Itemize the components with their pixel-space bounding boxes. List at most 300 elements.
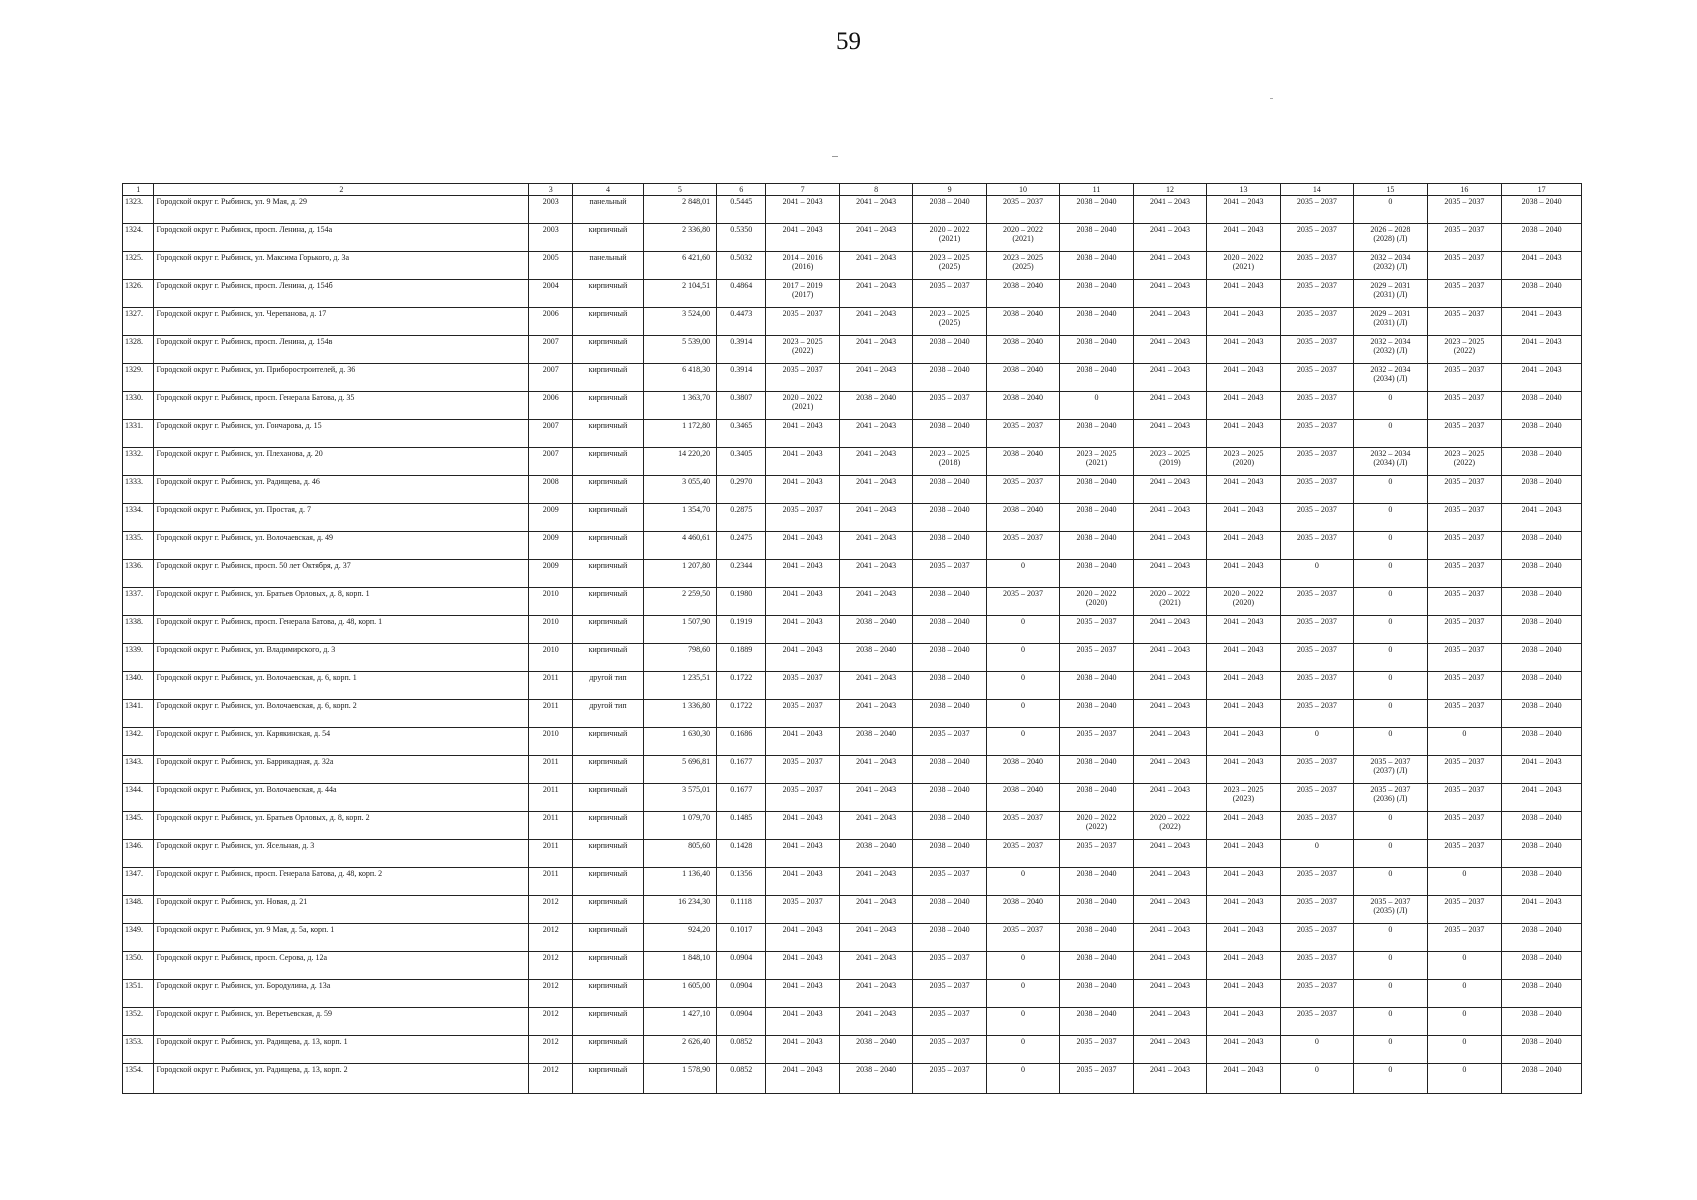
table-cell: 1326. xyxy=(123,280,154,308)
table-cell: 2035 – 2037 xyxy=(766,364,839,392)
table-cell: 2038 – 2040 xyxy=(1502,1064,1582,1094)
table-cell: 2041 – 2043 xyxy=(1133,336,1206,364)
table-cell: кирпичный xyxy=(573,280,643,308)
table-cell: 16 234,30 xyxy=(643,896,716,924)
table-cell: 2041 – 2043 xyxy=(839,196,912,224)
table-cell: 2041 – 2043 xyxy=(1207,896,1280,924)
table-cell: 2038 – 2040 xyxy=(1060,224,1133,252)
table-cell: кирпичный xyxy=(573,756,643,784)
table-cell: 2007 xyxy=(529,336,573,364)
table-cell: 2017 – 2019 (2017) xyxy=(766,280,839,308)
table-cell: 2041 – 2043 xyxy=(1207,420,1280,448)
table-cell: 2038 – 2040 xyxy=(1502,560,1582,588)
table-cell: 0 xyxy=(1354,1064,1427,1094)
table-cell: 2035 – 2037 xyxy=(913,980,986,1008)
table-cell: 2023 – 2025 (2018) xyxy=(913,448,986,476)
table-row xyxy=(123,644,1582,672)
table-cell: 2041 – 2043 xyxy=(1207,700,1280,728)
table-cell: 2041 – 2043 xyxy=(766,448,839,476)
table-cell: 2038 – 2040 xyxy=(913,672,986,700)
table-row xyxy=(123,504,1582,532)
table-row xyxy=(123,252,1582,280)
table-cell: кирпичный xyxy=(573,448,643,476)
table-cell: 2035 – 2037 xyxy=(913,952,986,980)
column-header: 10 xyxy=(986,184,1059,196)
table-cell: 2041 – 2043 xyxy=(1502,336,1582,364)
table-cell: 0.3465 xyxy=(717,420,766,448)
table-cell: кирпичный xyxy=(573,560,643,588)
table-row xyxy=(123,616,1582,644)
table-cell: 2038 – 2040 xyxy=(1502,420,1582,448)
table-cell: 2038 – 2040 xyxy=(1502,952,1582,980)
table-cell: 2020 – 2022 (2021) xyxy=(1207,252,1280,280)
column-header: 12 xyxy=(1133,184,1206,196)
table-cell: 2 848,01 xyxy=(643,196,716,224)
table-cell: кирпичный xyxy=(573,1064,643,1094)
table-cell: 2023 – 2025 (2025) xyxy=(913,308,986,336)
table-cell: 2035 – 2037 xyxy=(766,784,839,812)
table-cell: 0.1428 xyxy=(717,840,766,868)
table-cell: 2038 – 2040 xyxy=(1060,504,1133,532)
table-row xyxy=(123,784,1582,812)
table-row xyxy=(123,308,1582,336)
table-cell: 2035 – 2037 xyxy=(1427,308,1502,336)
table-cell: 2035 – 2037 xyxy=(986,812,1059,840)
table-cell: 2041 – 2043 xyxy=(839,980,912,1008)
table-cell: 2023 – 2025 (2022) xyxy=(1427,448,1502,476)
table-cell: 1339. xyxy=(123,644,154,672)
table-cell: 2041 – 2043 xyxy=(839,588,912,616)
table-cell: 1341. xyxy=(123,700,154,728)
table-cell: 2023 – 2025 (2022) xyxy=(1427,336,1502,364)
table-cell: 2038 – 2040 xyxy=(1060,364,1133,392)
table-cell: 2035 – 2037 xyxy=(986,924,1059,952)
table-cell: 2035 – 2037 xyxy=(1427,392,1502,420)
table-cell: 2038 – 2040 xyxy=(1060,868,1133,896)
table-cell: кирпичный xyxy=(573,336,643,364)
table-cell: 2041 – 2043 xyxy=(1502,364,1582,392)
table-cell: Городской округ г. Рыбинск, ул. Радищева, д. 13, корп. 1 xyxy=(154,1036,529,1064)
table-cell: 2035 – 2037 xyxy=(986,840,1059,868)
table-cell: Городской округ г. Рыбинск, ул. Гончарова, д. 15 xyxy=(154,420,529,448)
table-cell: Городской округ г. Рыбинск, ул. Волочаевская, д. 6, корп. 2 xyxy=(154,700,529,728)
table-cell: 2038 – 2040 xyxy=(1060,672,1133,700)
table-cell: 0.2475 xyxy=(717,532,766,560)
table-cell: 1330. xyxy=(123,392,154,420)
table-cell: Городской округ г. Рыбинск, просп. Генерала Батова, д. 48, корп. 2 xyxy=(154,868,529,896)
table-cell: 0 xyxy=(1427,952,1502,980)
table-cell: 0 xyxy=(1354,392,1427,420)
table-cell: кирпичный xyxy=(573,476,643,504)
table-cell: 2041 – 2043 xyxy=(839,560,912,588)
table-cell: 2041 – 2043 xyxy=(766,420,839,448)
table-cell: 2035 – 2037 (2036) (Л) xyxy=(1354,784,1427,812)
table-cell: 2041 – 2043 xyxy=(1133,1036,1206,1064)
table-cell: 0.1356 xyxy=(717,868,766,896)
table-row xyxy=(123,476,1582,504)
table-cell: 2035 – 2037 xyxy=(1427,700,1502,728)
table-cell: 2041 – 2043 xyxy=(839,476,912,504)
table-cell: Городской округ г. Рыбинск, ул. Радищева, д. 13, корп. 2 xyxy=(154,1064,529,1094)
table-cell: 2038 – 2040 xyxy=(1060,784,1133,812)
table-cell: 2011 xyxy=(529,840,573,868)
table-cell: 2038 – 2040 xyxy=(913,616,986,644)
table-cell: 1 172,80 xyxy=(643,420,716,448)
table-row xyxy=(123,980,1582,1008)
table-cell: 2038 – 2040 xyxy=(839,840,912,868)
table-cell: 2009 xyxy=(529,532,573,560)
table-cell: 2038 – 2040 xyxy=(1502,700,1582,728)
table-cell: 2041 – 2043 xyxy=(839,672,912,700)
table-cell: Городской округ г. Рыбинск, просп. Генерала Батова, д. 48, корп. 1 xyxy=(154,616,529,644)
table-row xyxy=(123,952,1582,980)
table-cell: 2010 xyxy=(529,588,573,616)
table-cell: 2038 – 2040 xyxy=(986,896,1059,924)
table-cell: 2038 – 2040 xyxy=(1060,196,1133,224)
table-cell: 2035 – 2037 xyxy=(913,280,986,308)
table-cell: Городской округ г. Рыбинск, просп. Ленина, д. 154а xyxy=(154,224,529,252)
table-cell: 2041 – 2043 xyxy=(1133,924,1206,952)
table-cell: 2035 – 2037 xyxy=(766,504,839,532)
table-cell: 2035 – 2037 xyxy=(913,392,986,420)
table-cell: 2038 – 2040 xyxy=(913,700,986,728)
table-cell: 2007 xyxy=(529,364,573,392)
table-cell: 2038 – 2040 xyxy=(1502,196,1582,224)
table-cell: 2041 – 2043 xyxy=(766,616,839,644)
table-cell: 1324. xyxy=(123,224,154,252)
table-cell: 1327. xyxy=(123,308,154,336)
table-cell: 2020 – 2022 (2021) xyxy=(913,224,986,252)
table-cell: 2038 – 2040 xyxy=(1060,308,1133,336)
table-cell: 2041 – 2043 xyxy=(1207,280,1280,308)
table-cell: 4 460,61 xyxy=(643,532,716,560)
housing-repair-schedule-table xyxy=(122,183,1582,1094)
table-cell: 2035 – 2037 xyxy=(1280,756,1353,784)
table-cell: 0.0852 xyxy=(717,1036,766,1064)
table-cell: кирпичный xyxy=(573,896,643,924)
table-cell: 0.0904 xyxy=(717,980,766,1008)
table-cell: 2041 – 2043 xyxy=(839,308,912,336)
table-cell: 2041 – 2043 xyxy=(1133,224,1206,252)
table-cell: кирпичный xyxy=(573,728,643,756)
table-cell: 6 418,30 xyxy=(643,364,716,392)
table-cell: 2023 – 2025 (2022) xyxy=(766,336,839,364)
table-cell: 2038 – 2040 xyxy=(913,644,986,672)
table-cell: 2038 – 2040 xyxy=(1060,700,1133,728)
table-cell: 2041 – 2043 xyxy=(839,504,912,532)
table-cell: Городской округ г. Рыбинск, ул. Братьев Орловых, д. 8, корп. 2 xyxy=(154,812,529,840)
table-cell: 2038 – 2040 xyxy=(839,728,912,756)
table-cell: 0 xyxy=(1354,420,1427,448)
table-cell: 2041 – 2043 xyxy=(1133,784,1206,812)
table-cell: 2041 – 2043 xyxy=(1133,280,1206,308)
table-cell: 2041 – 2043 xyxy=(1133,476,1206,504)
table-cell: 2038 – 2040 xyxy=(1502,588,1582,616)
table-cell: 2035 – 2037 xyxy=(1427,196,1502,224)
table-cell: 2041 – 2043 xyxy=(1133,616,1206,644)
table-cell: 2035 – 2037 xyxy=(1280,504,1353,532)
table-cell: кирпичный xyxy=(573,952,643,980)
table-cell: 2038 – 2040 xyxy=(1502,616,1582,644)
table-cell: Городской округ г. Рыбинск, ул. Новая, д. 21 xyxy=(154,896,529,924)
table-cell: 2035 – 2037 xyxy=(1427,896,1502,924)
table-cell: 2041 – 2043 xyxy=(1207,644,1280,672)
table-cell: другой тип xyxy=(573,672,643,700)
table-cell: 2035 – 2037 xyxy=(766,700,839,728)
table-cell: 2041 – 2043 xyxy=(1133,840,1206,868)
table-cell: 1 363,70 xyxy=(643,392,716,420)
table-cell: 2038 – 2040 xyxy=(913,756,986,784)
table-cell: 2038 – 2040 xyxy=(1502,868,1582,896)
table-cell: 0.2344 xyxy=(717,560,766,588)
table-cell: 2041 – 2043 xyxy=(1133,672,1206,700)
table-cell: 2035 – 2037 (2035) (Л) xyxy=(1354,896,1427,924)
scan-mark xyxy=(832,156,838,157)
table-cell: 0.0852 xyxy=(717,1064,766,1094)
table-cell: 2041 – 2043 xyxy=(839,532,912,560)
table-cell: 2009 xyxy=(529,560,573,588)
table-cell: 2041 – 2043 xyxy=(839,924,912,952)
table-cell: 2041 – 2043 xyxy=(766,840,839,868)
table-cell: 2038 – 2040 xyxy=(1060,1008,1133,1036)
table-cell: 2041 – 2043 xyxy=(839,700,912,728)
table-cell: 2041 – 2043 xyxy=(839,364,912,392)
table-cell: 2010 xyxy=(529,644,573,672)
table-cell: 2012 xyxy=(529,952,573,980)
table-cell: 2011 xyxy=(529,672,573,700)
table-cell: 1328. xyxy=(123,336,154,364)
table-cell: 0.0904 xyxy=(717,952,766,980)
table-cell: 2009 xyxy=(529,504,573,532)
table-cell: 2041 – 2043 xyxy=(1207,392,1280,420)
table-cell: 2041 – 2043 xyxy=(1502,504,1582,532)
table-cell: 2038 – 2040 xyxy=(913,364,986,392)
table-cell: 2035 – 2037 xyxy=(1060,728,1133,756)
table-cell: 2041 – 2043 xyxy=(766,1036,839,1064)
column-header: 2 xyxy=(154,184,529,196)
table-cell: 2041 – 2043 xyxy=(1207,336,1280,364)
table-cell: 1344. xyxy=(123,784,154,812)
table-cell: 2035 – 2037 xyxy=(1280,812,1353,840)
table-cell: 0.1980 xyxy=(717,588,766,616)
table-cell: 2 259,50 xyxy=(643,588,716,616)
table-cell: 2035 – 2037 xyxy=(1427,476,1502,504)
table-cell: 2041 – 2043 xyxy=(766,224,839,252)
table-cell: 0 xyxy=(1427,728,1502,756)
table-cell: 0 xyxy=(1354,532,1427,560)
table-cell: 0 xyxy=(986,616,1059,644)
table-cell: 2041 – 2043 xyxy=(1133,252,1206,280)
table-cell: 0.5032 xyxy=(717,252,766,280)
table-cell: 2038 – 2040 xyxy=(1502,392,1582,420)
table-cell: 0.1677 xyxy=(717,784,766,812)
table-cell: 2035 – 2037 xyxy=(913,868,986,896)
table-cell: 2041 – 2043 xyxy=(766,1008,839,1036)
table-cell: 2029 – 2031 (2031) (Л) xyxy=(1354,280,1427,308)
table-cell: 2038 – 2040 xyxy=(1060,924,1133,952)
table-cell: 0.1919 xyxy=(717,616,766,644)
table-cell: Городской округ г. Рыбинск, просп. 50 лет Октября, д. 37 xyxy=(154,560,529,588)
table-cell: 1350. xyxy=(123,952,154,980)
table-cell: 0.1118 xyxy=(717,896,766,924)
table-cell: 2041 – 2043 xyxy=(1207,840,1280,868)
table-cell: 2 104,51 xyxy=(643,280,716,308)
table-cell: 2041 – 2043 xyxy=(766,812,839,840)
table-cell: 2038 – 2040 xyxy=(1502,280,1582,308)
table-cell: Городской округ г. Рыбинск, ул. 9 Мая, д. 5а, корп. 1 xyxy=(154,924,529,952)
table-cell: 0.1686 xyxy=(717,728,766,756)
table-cell: 2035 – 2037 xyxy=(1427,420,1502,448)
table-cell: 1346. xyxy=(123,840,154,868)
table-cell: 0 xyxy=(1280,1036,1353,1064)
table-cell: 0 xyxy=(1280,840,1353,868)
table-cell: 0 xyxy=(1354,1036,1427,1064)
table-cell: 0 xyxy=(1354,476,1427,504)
table-cell: 2041 – 2043 xyxy=(1133,1064,1206,1094)
table-cell: 2041 – 2043 xyxy=(1207,1036,1280,1064)
column-header: 5 xyxy=(643,184,716,196)
table-cell: 2032 – 2034 (2032) (Л) xyxy=(1354,336,1427,364)
table-cell: 2007 xyxy=(529,448,573,476)
table-cell: 2041 – 2043 xyxy=(1502,252,1582,280)
table-cell: кирпичный xyxy=(573,224,643,252)
table-cell: 1325. xyxy=(123,252,154,280)
table-cell: 2038 – 2040 xyxy=(986,448,1059,476)
table-cell: 2035 – 2037 xyxy=(1280,896,1353,924)
table-cell: 2035 – 2037 xyxy=(1280,532,1353,560)
table-cell: 2020 – 2022 (2020) xyxy=(1060,588,1133,616)
table-cell: кирпичный xyxy=(573,504,643,532)
table-cell: 2035 – 2037 xyxy=(1427,840,1502,868)
table-cell: 2010 xyxy=(529,616,573,644)
table-row xyxy=(123,336,1582,364)
column-header: 11 xyxy=(1060,184,1133,196)
table-cell: 2038 – 2040 xyxy=(1502,224,1582,252)
table-cell: 2011 xyxy=(529,812,573,840)
table-cell: 2041 – 2043 xyxy=(1133,560,1206,588)
table-cell: 2023 – 2025 (2019) xyxy=(1133,448,1206,476)
table-row xyxy=(123,812,1582,840)
table-cell: 2041 – 2043 xyxy=(839,1008,912,1036)
table-cell: 2035 – 2037 xyxy=(1280,868,1353,896)
table-cell: кирпичный xyxy=(573,308,643,336)
table-cell: 2038 – 2040 xyxy=(913,812,986,840)
table-cell: 2008 xyxy=(529,476,573,504)
table-cell: 0.3914 xyxy=(717,364,766,392)
table-cell: 2038 – 2040 xyxy=(986,504,1059,532)
table-cell: 2038 – 2040 xyxy=(986,336,1059,364)
table-cell: 0 xyxy=(986,560,1059,588)
table-cell: 2038 – 2040 xyxy=(913,784,986,812)
table-cell: 2 336,80 xyxy=(643,224,716,252)
table-cell: 2038 – 2040 xyxy=(913,532,986,560)
table-cell: 2035 – 2037 xyxy=(1427,504,1502,532)
table-cell: 2023 – 2025 (2025) xyxy=(986,252,1059,280)
table-cell: 1 605,00 xyxy=(643,980,716,1008)
table-cell: Городской округ г. Рыбинск, ул. Волочаевская, д. 49 xyxy=(154,532,529,560)
table-cell: 2041 – 2043 xyxy=(1133,392,1206,420)
table-cell: 1329. xyxy=(123,364,154,392)
table-cell: 2035 – 2037 xyxy=(1427,644,1502,672)
table-cell: кирпичный xyxy=(573,980,643,1008)
table-cell: другой тип xyxy=(573,700,643,728)
table-cell: 2038 – 2040 xyxy=(1060,952,1133,980)
table-cell: 2038 – 2040 xyxy=(1502,476,1582,504)
table-cell: 2041 – 2043 xyxy=(1133,504,1206,532)
table-cell: 0.1889 xyxy=(717,644,766,672)
table-cell: 2023 – 2025 (2020) xyxy=(1207,448,1280,476)
table-cell: 2032 – 2034 (2032) (Л) xyxy=(1354,252,1427,280)
table-cell: 0 xyxy=(1354,952,1427,980)
table-cell: 2006 xyxy=(529,392,573,420)
table-cell: 2035 – 2037 xyxy=(1427,924,1502,952)
table-cell: 2038 – 2040 xyxy=(1060,420,1133,448)
table-cell: 0.4864 xyxy=(717,280,766,308)
table-cell: 2038 – 2040 xyxy=(839,616,912,644)
table-cell: 2041 – 2043 xyxy=(766,196,839,224)
table-cell: Городской округ г. Рыбинск, просп. Ленина, д. 154б xyxy=(154,280,529,308)
table-cell: 2041 – 2043 xyxy=(1207,476,1280,504)
table-cell: 2023 – 2025 (2021) xyxy=(1060,448,1133,476)
table-cell: 0 xyxy=(986,868,1059,896)
table-cell: 2038 – 2040 xyxy=(1060,560,1133,588)
table-cell: 2038 – 2040 xyxy=(913,924,986,952)
table-cell: 2004 xyxy=(529,280,573,308)
table-cell: 2012 xyxy=(529,1008,573,1036)
table-cell: 3 575,01 xyxy=(643,784,716,812)
table-cell: панельный xyxy=(573,252,643,280)
column-header: 13 xyxy=(1207,184,1280,196)
table-cell: 2035 – 2037 xyxy=(913,1008,986,1036)
table-cell: 2035 – 2037 xyxy=(986,196,1059,224)
table-row xyxy=(123,756,1582,784)
table-cell: 0 xyxy=(986,1036,1059,1064)
table-cell: панельный xyxy=(573,196,643,224)
table-cell: 2041 – 2043 xyxy=(1133,196,1206,224)
table-cell: 2035 – 2037 xyxy=(1427,784,1502,812)
table-cell: 2035 – 2037 xyxy=(1427,364,1502,392)
table-cell: 0 xyxy=(1354,980,1427,1008)
table-cell: 2041 – 2043 xyxy=(766,924,839,952)
table-cell: 2035 – 2037 xyxy=(1060,644,1133,672)
table-cell: 1340. xyxy=(123,672,154,700)
table-cell: 0.2875 xyxy=(717,504,766,532)
table-cell: 0 xyxy=(1060,392,1133,420)
table-cell: 1 578,90 xyxy=(643,1064,716,1094)
table-cell: 2041 – 2043 xyxy=(1502,756,1582,784)
table-cell: кирпичный xyxy=(573,644,643,672)
table-cell: кирпичный xyxy=(573,812,643,840)
table-cell: Городской округ г. Рыбинск, просп. Генерала Батова, д. 35 xyxy=(154,392,529,420)
table-cell: 1334. xyxy=(123,504,154,532)
table-cell: 2035 – 2037 xyxy=(1060,616,1133,644)
table-cell: 2041 – 2043 xyxy=(1133,756,1206,784)
column-header: 3 xyxy=(529,184,573,196)
table-row xyxy=(123,672,1582,700)
table-cell: 2035 – 2037 xyxy=(1280,784,1353,812)
table-cell: 2041 – 2043 xyxy=(1133,532,1206,560)
table-cell: 2035 – 2037 xyxy=(1280,280,1353,308)
table-cell: 2035 – 2037 xyxy=(913,728,986,756)
table-cell: 2038 – 2040 xyxy=(839,1064,912,1094)
table-cell: 1347. xyxy=(123,868,154,896)
table-cell: 2035 – 2037 xyxy=(766,756,839,784)
table-cell: 2041 – 2043 xyxy=(839,784,912,812)
table-cell: 2041 – 2043 xyxy=(1502,784,1582,812)
table-cell: кирпичный xyxy=(573,840,643,868)
table-cell: 0.5350 xyxy=(717,224,766,252)
table-cell: 2038 – 2040 xyxy=(1060,532,1133,560)
